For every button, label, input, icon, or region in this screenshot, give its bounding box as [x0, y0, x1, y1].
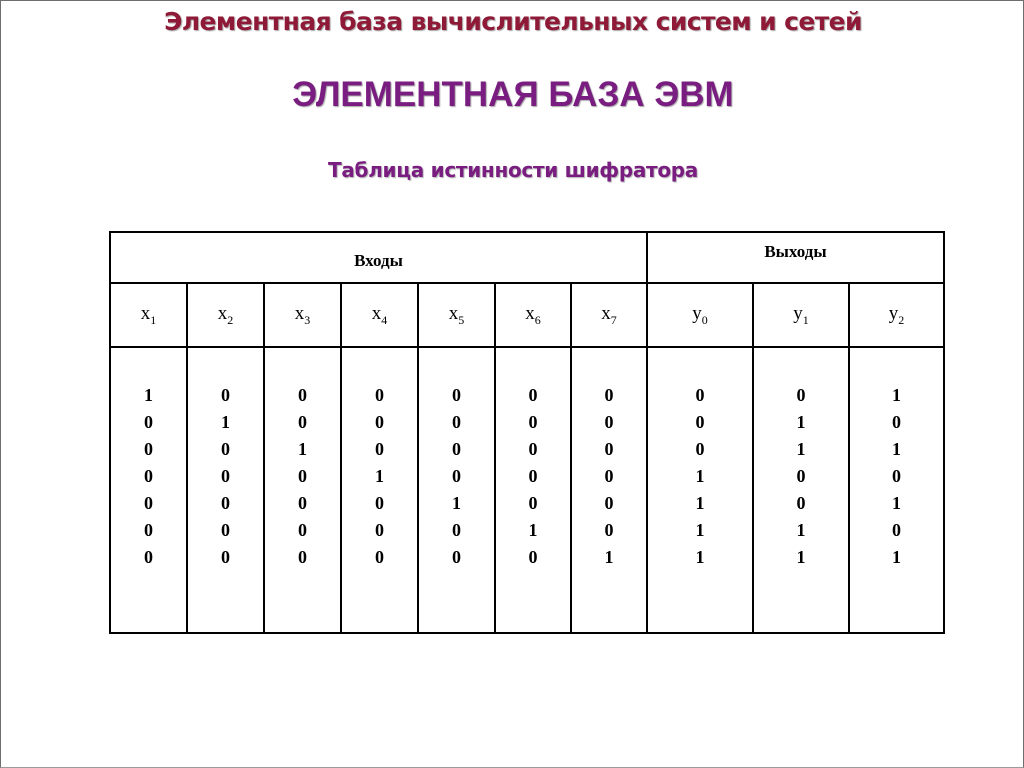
var-base: x	[217, 302, 228, 324]
var-subscript: 2	[898, 312, 905, 327]
bit-value: 1	[796, 547, 806, 567]
var-subscript: 0	[701, 312, 708, 327]
values-column-y0	[647, 347, 753, 633]
bit-value: 1	[452, 493, 461, 513]
bit-value: 1	[695, 466, 705, 486]
var-header-x4	[341, 283, 418, 347]
bit-value: 0	[452, 439, 461, 459]
var-base: x	[448, 302, 459, 324]
var-base: x	[140, 302, 151, 324]
bit-value: 0	[298, 547, 307, 567]
bit-value: 1	[695, 493, 705, 513]
bit-value: 0	[144, 493, 153, 513]
bit-value: 0	[452, 385, 461, 405]
bit-value: 0	[892, 520, 901, 540]
bit-value: 0	[221, 493, 230, 513]
bit-value: 0	[375, 385, 384, 405]
bit-value: 0	[695, 439, 705, 459]
bit-value: 0	[604, 439, 614, 459]
values-column-x4	[341, 347, 418, 633]
var-base: y	[692, 302, 702, 324]
var-header-x5	[418, 283, 495, 347]
values-column-x1	[110, 347, 187, 633]
bit-value: 1	[375, 466, 384, 486]
var-header-x6	[495, 283, 571, 347]
bit-value: 0	[144, 547, 153, 567]
group-header-row	[110, 232, 944, 283]
bit-value: 0	[221, 547, 230, 567]
bit-value: 0	[695, 412, 705, 432]
bit-value: 0	[452, 547, 461, 567]
bit-value: 0	[796, 385, 806, 405]
var-subscript: 1	[150, 312, 157, 327]
bit-value: 0	[221, 520, 230, 540]
bit-value: 0	[604, 520, 614, 540]
var-header-y0	[647, 283, 753, 347]
bit-value: 0	[604, 493, 614, 513]
bit-value: 1	[144, 385, 153, 405]
bit-value: 0	[375, 412, 384, 432]
bit-value: 0	[298, 466, 307, 486]
bit-value: 0	[892, 412, 901, 432]
bit-value: 1	[796, 520, 806, 540]
bit-value: 1	[298, 439, 307, 459]
bit-value: 0	[298, 493, 307, 513]
bit-value: 1	[695, 547, 705, 567]
bit-value: 0	[298, 412, 307, 432]
var-header-x1	[110, 283, 187, 347]
var-subscript: 1	[802, 312, 809, 327]
bit-value: 0	[604, 412, 614, 432]
var-header-y2	[849, 283, 944, 347]
bit-value: 0	[375, 493, 384, 513]
bit-value: 0	[221, 385, 230, 405]
var-header-x3	[264, 283, 341, 347]
bit-value: 0	[144, 439, 153, 459]
bit-value: 1	[892, 547, 901, 567]
bit-value: 1	[221, 412, 230, 432]
var-base: x	[601, 302, 611, 324]
bit-value: 0	[375, 520, 384, 540]
bit-value: 0	[892, 466, 901, 486]
bit-value: 1	[695, 520, 705, 540]
bit-value: 0	[695, 385, 705, 405]
var-base: x	[371, 302, 382, 324]
var-subscript: 2	[227, 312, 234, 327]
bit-value: 0	[144, 412, 153, 432]
var-header-x7	[571, 283, 647, 347]
header-title: Элементная база вычислительных систем и сетей	[164, 7, 862, 36]
table-caption: Таблица истинности шифратора	[328, 158, 698, 182]
bit-value: 0	[604, 385, 614, 405]
var-subscript: 3	[304, 312, 311, 327]
bit-value: 0	[528, 466, 538, 486]
values-column-y1	[753, 347, 849, 633]
var-subscript: 4	[381, 312, 388, 327]
values-column-x3	[264, 347, 341, 633]
bit-value: 0	[298, 385, 307, 405]
bit-value: 1	[892, 493, 901, 513]
var-base: y	[793, 302, 803, 324]
var-subscript: 5	[458, 312, 465, 327]
bit-value: 0	[528, 412, 538, 432]
values-column-x2	[187, 347, 264, 633]
bit-value: 0	[144, 520, 153, 540]
values-column-x5	[418, 347, 495, 633]
var-base: x	[294, 302, 305, 324]
truth-table	[109, 231, 945, 634]
bit-value: 1	[796, 412, 806, 432]
bit-value: 0	[528, 547, 538, 567]
var-base: x	[525, 302, 535, 324]
outputs-header: Выходы	[647, 232, 944, 283]
bit-value: 0	[221, 439, 230, 459]
bit-value: 0	[528, 385, 538, 405]
inputs-header: Входы	[110, 232, 647, 283]
bit-value: 0	[375, 439, 384, 459]
variable-header-row	[110, 283, 944, 347]
var-subscript: 7	[610, 312, 617, 327]
bit-value: 0	[528, 493, 538, 513]
bit-value: 0	[221, 466, 230, 486]
bit-value: 0	[604, 466, 614, 486]
var-subscript: 6	[534, 312, 541, 327]
bit-value: 0	[452, 520, 461, 540]
bit-value: 1	[528, 520, 538, 540]
main-title: ЭЛЕМЕНТНАЯ БАЗА ЭВМ	[292, 75, 734, 114]
bit-value: 1	[892, 439, 901, 459]
bit-value: 1	[604, 547, 614, 567]
bit-value: 0	[452, 466, 461, 486]
bit-value: 0	[796, 493, 806, 513]
bit-value: 0	[452, 412, 461, 432]
var-header-x2	[187, 283, 264, 347]
var-header-y1	[753, 283, 849, 347]
bit-value: 0	[144, 466, 153, 486]
values-column-y2	[849, 347, 944, 633]
bit-value: 0	[375, 547, 384, 567]
var-base: y	[888, 302, 899, 324]
bit-value: 0	[796, 466, 806, 486]
bit-value: 0	[298, 520, 307, 540]
bit-value: 1	[796, 439, 806, 459]
values-column-x7	[571, 347, 647, 633]
values-column-x6	[495, 347, 571, 633]
bit-value: 1	[892, 385, 901, 405]
values-row	[110, 347, 944, 633]
bit-value: 0	[528, 439, 538, 459]
